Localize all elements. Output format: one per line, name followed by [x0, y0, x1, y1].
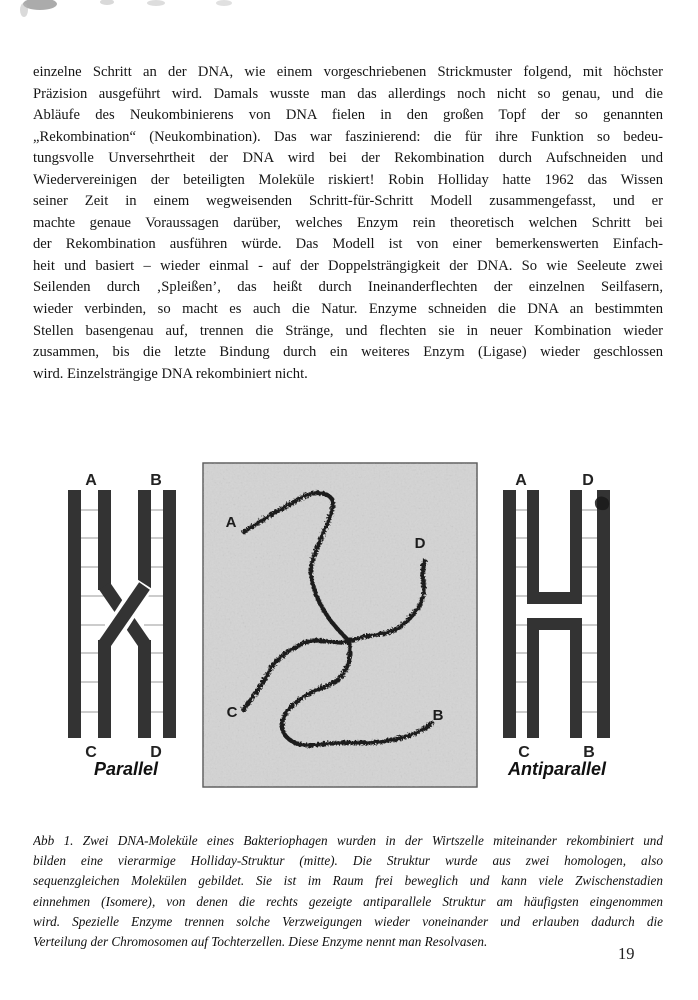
antiparallel-label-a: A [515, 472, 527, 489]
body-text-line: seiner Zeit in einem wegweisenden Schritt-für-Schritt Modell zusammengefasst, und er [33, 193, 663, 210]
caption-line: bilden eine vierarmige Holliday-Struktur (mitte). Die Struktur wurde aus zwei homologen, also [33, 853, 663, 869]
body-text-line: Abläufe des Neukombinierens von DNA fielen in den großen Topf der so genannten [33, 107, 663, 124]
parallel-label-a: A [85, 472, 97, 489]
body-text-line: zusammen, bis die letzte Bindung durch ein weiteres Enzym (Ligase) wieder geschlossen [33, 344, 663, 361]
micrograph-label-b: B [432, 707, 444, 724]
micrograph-label-a: A [225, 514, 237, 531]
body-paragraph [33, 62, 663, 385]
antiparallel-caption: Antiparallel [507, 759, 607, 779]
dna-strands [503, 490, 610, 738]
caption-line: Verteilung der Chromosomen auf Tochterzellen. Diese Enzyme nennt man Resolvasen. [33, 933, 488, 949]
body-text-line: einzelne Schritt an der DNA, wie einem vorgeschriebenen Strickmuster folgend, mit höchster [33, 64, 663, 80]
antiparallel-label-b: B [583, 744, 595, 761]
dna-strands [68, 490, 176, 738]
antiparallel-label-c: C [518, 744, 530, 761]
body-text-line: tungsvolle Unversehrtheit der DNA wird bei der Rekombination durch Aufschneiden und [33, 150, 663, 167]
antiparallel-diagram [503, 472, 610, 779]
body-text-line: „Rekombination“ (Neukombination). Das war faszinierend: die für ihre Funktion so bedeu- [33, 128, 663, 145]
parallel-label-d: D [150, 744, 162, 761]
caption-line: einnehmen (Isomere), von denen die rechts gezeigte antiparallele Struktur am häufigsten eingenommen [33, 893, 663, 909]
holliday-micrograph [203, 463, 477, 787]
body-text-line: wieder verbinden, so macht es auch die Natur. Enzyme schneiden die DNA an bestimmten [33, 301, 663, 318]
micrograph-label-d: D [414, 535, 426, 552]
page-number: 19 [618, 944, 635, 963]
scan-artifact-smudges [20, 0, 232, 17]
body-text-line: wird. Einzelsträngige DNA rekombiniert nicht. [33, 365, 308, 382]
body-text-line: Stellen basengenau auf, trennen die Stränge, und flechten sie in neuer Kombination wieder [33, 322, 663, 339]
body-text-line: Seilenden durch ‚Spleißen’, das heißt durch Ineinanderflechten der einzelnen Seilfasern, [33, 279, 663, 296]
caption-line: Abb 1. Zwei DNA-Moleküle eines Bakteriophagen wurden in der Wirtszelle miteinander rekombiniert und [33, 833, 663, 848]
body-text-line: Präzision ausgeführt wird. Damals wusste man das allerdings noch nicht so genau, und die [33, 85, 663, 102]
body-text-line: heit und basiert – wieder einmal - auf der Doppelsträngigkeit der DNA. So wie Seeleute zwei [33, 257, 663, 274]
caption-line: sequenzgleichen Molekülen gebildet. Sie ist im Raum frei beweglich und kann viele Zwischenstadien [33, 873, 663, 889]
body-text-line: Wiedervereinigen der beteiligten Moleküle riskiert! Robin Holliday hatte 1962 das Wissen [33, 171, 663, 188]
parallel-label-b: B [150, 472, 162, 489]
antiparallel-label-d: D [582, 472, 594, 489]
body-text-line: der Rekombination ausführen würde. Das Modell ist von einer bemerkenswerten Einfach- [33, 236, 663, 253]
figure-caption [33, 831, 663, 952]
micrograph-label-c: C [226, 704, 238, 721]
base-pair-rungs [509, 510, 603, 712]
caption-line: wird. Spezielle Enzyme trennen solche Verzweigungen wieder voneinander und erlauben dadurch die [33, 913, 663, 929]
parallel-label-c: C [85, 744, 97, 761]
parallel-caption: Parallel [93, 759, 159, 779]
parallel-diagram [68, 472, 176, 779]
body-text-line: machte genaue Voraussagen darüber, welches Enzym rein theoretisch welchen Schritt bei [33, 214, 663, 231]
